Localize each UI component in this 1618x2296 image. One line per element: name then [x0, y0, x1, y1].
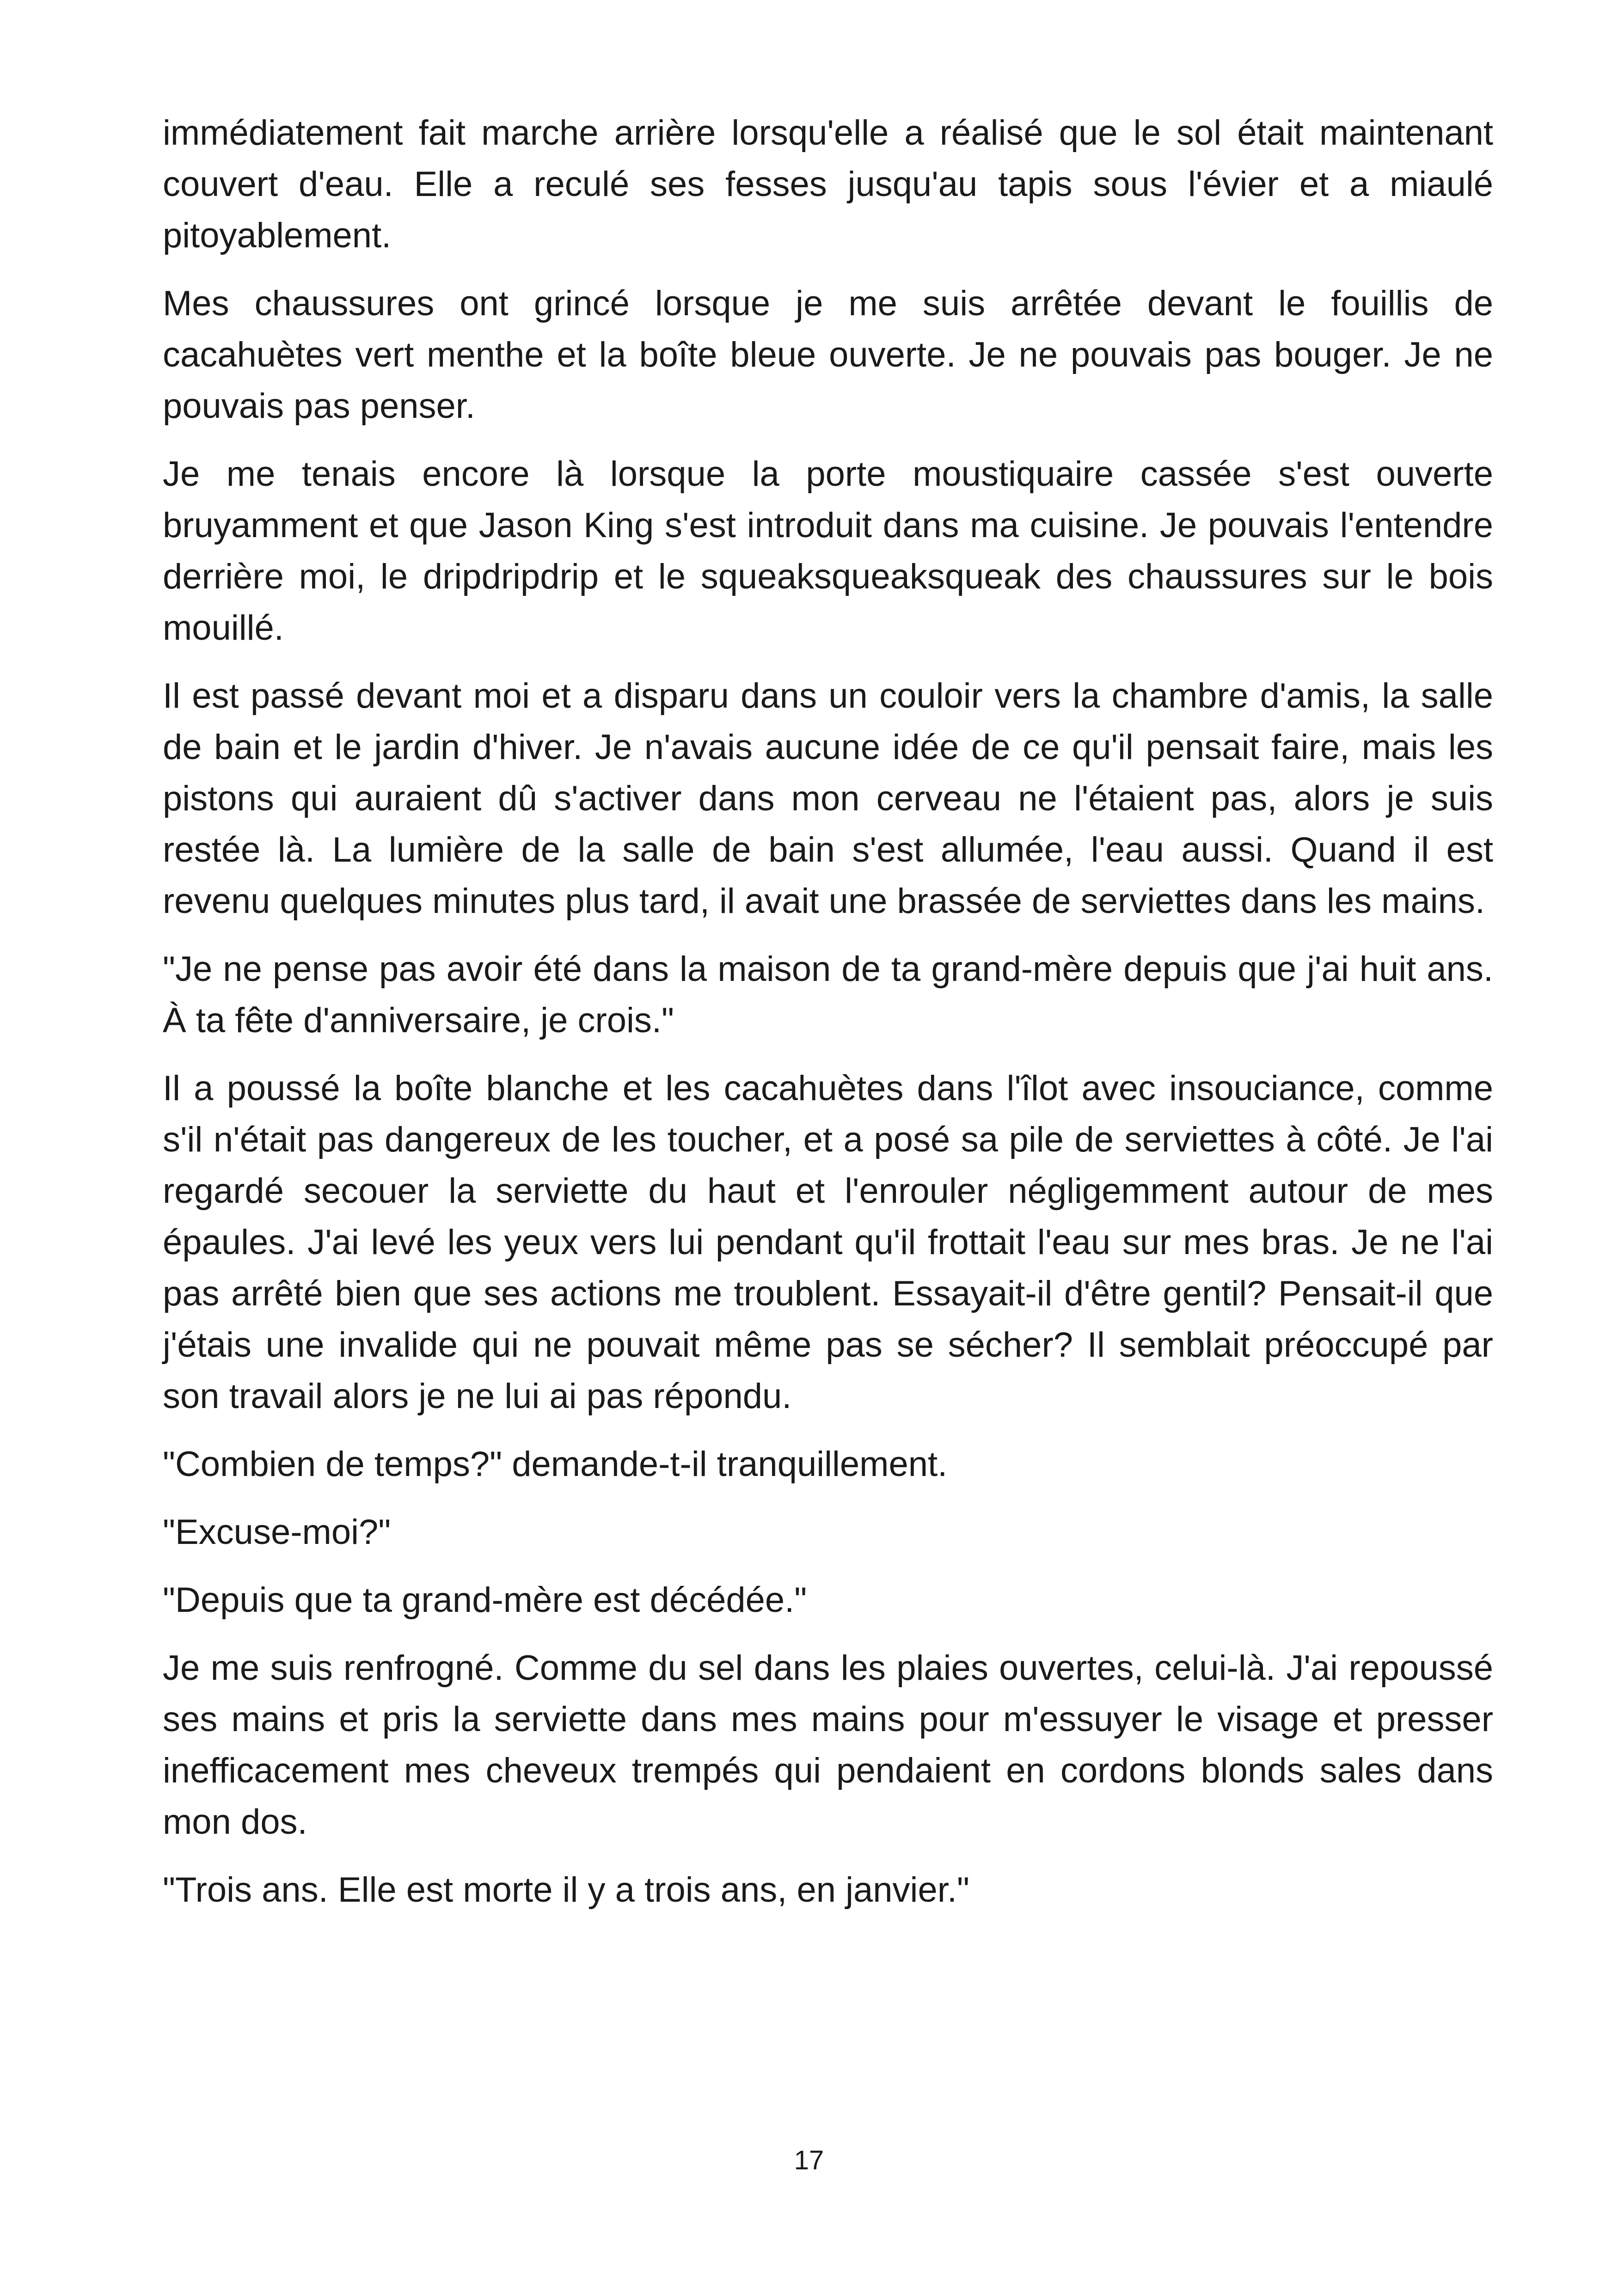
- page-number: 17: [794, 2145, 824, 2175]
- paragraph: "Combien de temps?" demande-t-il tranquillement.: [163, 1445, 948, 1484]
- paragraph: Il est passé devant moi et a disparu dans un couloir vers la chambre d'amis, la salle de bain et le jardin d'hiver. Je n'avais aucune idée de ce qu'il pensait faire, mais les pistons qui auraient dû s'activer dans mon cerveau ne l'étaient pas, alors je suis restée là. La lumière de la salle de bain s'est allumée, l'eau aussi. Quand il est revenu quelques minutes plus tard, il avait une brassée de serviettes dans les mains.: [163, 676, 1493, 921]
- body-text: [163, 107, 1493, 1932]
- paragraph: "Je ne pense pas avoir été dans la maison de ta grand-mère depuis que j'ai huit ans. À ta fête d'anniversaire, je crois.": [163, 949, 1493, 1040]
- paragraph: "Trois ans. Elle est morte il y a trois ans, en janvier.": [163, 1870, 969, 1910]
- paragraph: Je me tenais encore là lorsque la porte moustiquaire cassée s'est ouverte bruyamment et que Jason King s'est introduit dans ma cuisine. Je pouvais l'entendre derrière moi, le dripdripdrip et le squeaksqueaksqueak des chaussures sur le bois mouillé.: [163, 454, 1493, 648]
- paragraph: "Excuse-moi?": [163, 1512, 391, 1552]
- paragraph: Il a poussé la boîte blanche et les cacahuètes dans l'îlot avec insouciance, comme s'il n'était pas dangereux de les toucher, et a posé sa pile de serviettes à côté. Je l'ai regardé secouer la serviette du haut et l'enrouler négligemment autour de mes épaules. J'ai levé les yeux vers lui pendant qu'il frottait l'eau sur mes bras. Je ne l'ai pas arrêté bien que ses actions me troublent. Essayait-il d'être gentil? Pensait-il que j'étais une invalide qui ne pouvait même pas se sécher? Il semblait préoccupé par son travail alors je ne lui ai pas répondu.: [163, 1069, 1493, 1416]
- paragraph: "Depuis que ta grand-mère est décédée.": [163, 1580, 807, 1620]
- paragraph: Mes chaussures ont grincé lorsque je me suis arrêtée devant le fouillis de cacahuètes vert menthe et la boîte bleue ouverte. Je ne pouvais pas bouger. Je ne pouvais pas penser.: [163, 284, 1493, 426]
- paragraph: immédiatement fait marche arrière lorsqu'elle a réalisé que le sol était maintenant couvert d'eau. Elle a reculé ses fesses jusqu'au tapis sous l'évier et a miaulé pitoyablement.: [163, 113, 1493, 255]
- paragraph: Je me suis renfrogné. Comme du sel dans les plaies ouvertes, celui-là. J'ai repoussé ses mains et pris la serviette dans mes mains pour m'essuyer le visage et presser inefficacement mes cheveux trempés qui pendaient en cordons blonds sales dans mon dos.: [163, 1648, 1493, 1842]
